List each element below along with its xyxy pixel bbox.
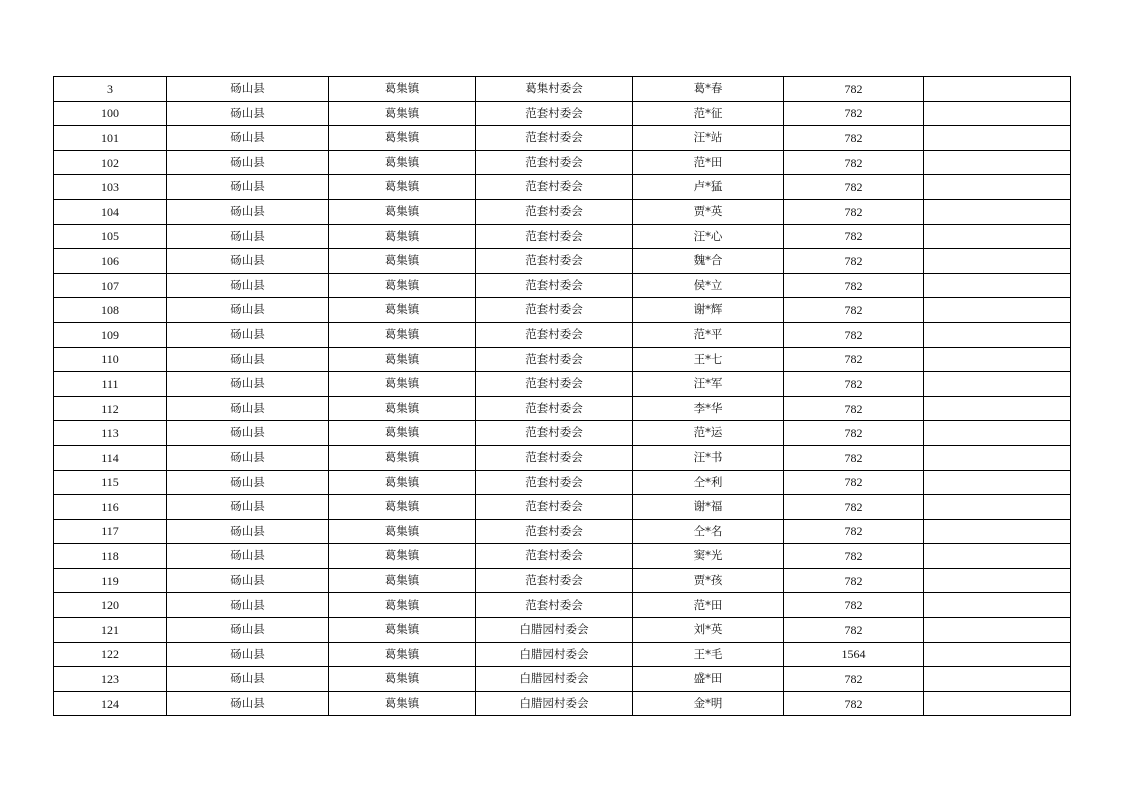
- county-cell: 砀山县: [167, 667, 329, 692]
- remark-cell: [924, 470, 1071, 495]
- serial-number-cell: 122: [54, 642, 167, 667]
- serial-number-cell: 115: [54, 470, 167, 495]
- amount-cell: 782: [784, 199, 924, 224]
- table-row: [54, 519, 1071, 544]
- table-row: [54, 175, 1071, 200]
- town-cell: 葛集镇: [329, 519, 476, 544]
- town-cell: 葛集镇: [329, 249, 476, 274]
- remark-cell: [924, 298, 1071, 323]
- county-cell: 砀山县: [167, 298, 329, 323]
- county-cell: 砀山县: [167, 642, 329, 667]
- name-cell: 谢*福: [633, 495, 784, 520]
- serial-number-cell: 117: [54, 519, 167, 544]
- serial-number-cell: 119: [54, 568, 167, 593]
- village-committee-cell: 范套村委会: [476, 495, 633, 520]
- amount-cell: 782: [784, 372, 924, 397]
- remark-cell: [924, 593, 1071, 618]
- town-cell: 葛集镇: [329, 298, 476, 323]
- table-row: [54, 642, 1071, 667]
- village-committee-cell: 范套村委会: [476, 470, 633, 495]
- remark-cell: [924, 372, 1071, 397]
- name-cell: 汪*心: [633, 224, 784, 249]
- name-cell: 卢*猛: [633, 175, 784, 200]
- serial-number-cell: 124: [54, 691, 167, 716]
- village-committee-cell: 白腊园村委会: [476, 642, 633, 667]
- amount-cell: 782: [784, 544, 924, 569]
- town-cell: 葛集镇: [329, 101, 476, 126]
- county-cell: 砀山县: [167, 691, 329, 716]
- town-cell: 葛集镇: [329, 642, 476, 667]
- serial-number-cell: 123: [54, 667, 167, 692]
- serial-number-cell: 105: [54, 224, 167, 249]
- county-cell: 砀山县: [167, 568, 329, 593]
- name-cell: 范*平: [633, 322, 784, 347]
- serial-number-cell: 120: [54, 593, 167, 618]
- name-cell: 王*毛: [633, 642, 784, 667]
- serial-number-cell: 109: [54, 322, 167, 347]
- town-cell: 葛集镇: [329, 470, 476, 495]
- remark-cell: [924, 519, 1071, 544]
- town-cell: 葛集镇: [329, 199, 476, 224]
- town-cell: 葛集镇: [329, 175, 476, 200]
- table-row: [54, 150, 1071, 175]
- remark-cell: [924, 642, 1071, 667]
- amount-cell: 782: [784, 568, 924, 593]
- village-committee-cell: 范套村委会: [476, 273, 633, 298]
- name-cell: 魏*合: [633, 249, 784, 274]
- county-cell: 砀山县: [167, 150, 329, 175]
- remark-cell: [924, 249, 1071, 274]
- amount-cell: 782: [784, 126, 924, 151]
- village-committee-cell: 范套村委会: [476, 150, 633, 175]
- village-committee-cell: 范套村委会: [476, 347, 633, 372]
- county-cell: 砀山县: [167, 347, 329, 372]
- remark-cell: [924, 322, 1071, 347]
- town-cell: 葛集镇: [329, 495, 476, 520]
- subsidy-list-table: [53, 76, 1071, 716]
- remark-cell: [924, 101, 1071, 126]
- remark-cell: [924, 199, 1071, 224]
- remark-cell: [924, 691, 1071, 716]
- county-cell: 砀山县: [167, 618, 329, 643]
- serial-number-cell: 111: [54, 372, 167, 397]
- village-committee-cell: 范套村委会: [476, 175, 633, 200]
- village-committee-cell: 范套村委会: [476, 101, 633, 126]
- county-cell: 砀山县: [167, 126, 329, 151]
- county-cell: 砀山县: [167, 593, 329, 618]
- table-row: [54, 322, 1071, 347]
- village-committee-cell: 白腊园村委会: [476, 618, 633, 643]
- table-row: [54, 199, 1071, 224]
- name-cell: 范*征: [633, 101, 784, 126]
- amount-cell: 782: [784, 175, 924, 200]
- name-cell: 汪*站: [633, 126, 784, 151]
- serial-number-cell: 3: [54, 77, 167, 102]
- county-cell: 砀山县: [167, 445, 329, 470]
- county-cell: 砀山县: [167, 372, 329, 397]
- table-row: [54, 445, 1071, 470]
- county-cell: 砀山县: [167, 224, 329, 249]
- table-row: [54, 77, 1071, 102]
- table-row: [54, 667, 1071, 692]
- remark-cell: [924, 544, 1071, 569]
- name-cell: 仝*利: [633, 470, 784, 495]
- table-row: [54, 372, 1071, 397]
- remark-cell: [924, 175, 1071, 200]
- serial-number-cell: 118: [54, 544, 167, 569]
- amount-cell: 782: [784, 150, 924, 175]
- name-cell: 汪*军: [633, 372, 784, 397]
- county-cell: 砀山县: [167, 249, 329, 274]
- remark-cell: [924, 126, 1071, 151]
- amount-cell: 782: [784, 101, 924, 126]
- table-row: [54, 126, 1071, 151]
- town-cell: 葛集镇: [329, 77, 476, 102]
- table-row: [54, 101, 1071, 126]
- amount-cell: 782: [784, 495, 924, 520]
- amount-cell: 782: [784, 77, 924, 102]
- serial-number-cell: 104: [54, 199, 167, 224]
- name-cell: 盛*田: [633, 667, 784, 692]
- amount-cell: 782: [784, 519, 924, 544]
- amount-cell: 782: [784, 618, 924, 643]
- county-cell: 砀山县: [167, 544, 329, 569]
- village-committee-cell: 范套村委会: [476, 199, 633, 224]
- amount-cell: 782: [784, 298, 924, 323]
- town-cell: 葛集镇: [329, 347, 476, 372]
- table-row: [54, 249, 1071, 274]
- name-cell: 金*明: [633, 691, 784, 716]
- table-row: [54, 495, 1071, 520]
- name-cell: 葛*春: [633, 77, 784, 102]
- table-row: [54, 298, 1071, 323]
- village-committee-cell: 范套村委会: [476, 544, 633, 569]
- county-cell: 砀山县: [167, 396, 329, 421]
- serial-number-cell: 121: [54, 618, 167, 643]
- serial-number-cell: 114: [54, 445, 167, 470]
- remark-cell: [924, 568, 1071, 593]
- name-cell: 贾*英: [633, 199, 784, 224]
- serial-number-cell: 116: [54, 495, 167, 520]
- amount-cell: 782: [784, 347, 924, 372]
- remark-cell: [924, 421, 1071, 446]
- name-cell: 范*田: [633, 593, 784, 618]
- table-row: [54, 396, 1071, 421]
- serial-number-cell: 100: [54, 101, 167, 126]
- amount-cell: 782: [784, 421, 924, 446]
- serial-number-cell: 108: [54, 298, 167, 323]
- serial-number-cell: 106: [54, 249, 167, 274]
- table-body: [54, 77, 1071, 716]
- town-cell: 葛集镇: [329, 593, 476, 618]
- village-committee-cell: 范套村委会: [476, 126, 633, 151]
- name-cell: 汪*书: [633, 445, 784, 470]
- table-row: [54, 691, 1071, 716]
- county-cell: 砀山县: [167, 77, 329, 102]
- name-cell: 范*运: [633, 421, 784, 446]
- town-cell: 葛集镇: [329, 150, 476, 175]
- remark-cell: [924, 77, 1071, 102]
- town-cell: 葛集镇: [329, 396, 476, 421]
- amount-cell: 782: [784, 249, 924, 274]
- table-row: [54, 347, 1071, 372]
- town-cell: 葛集镇: [329, 445, 476, 470]
- name-cell: 王*七: [633, 347, 784, 372]
- name-cell: 范*田: [633, 150, 784, 175]
- amount-cell: 782: [784, 593, 924, 618]
- table-row: [54, 568, 1071, 593]
- amount-cell: 782: [784, 470, 924, 495]
- town-cell: 葛集镇: [329, 544, 476, 569]
- name-cell: 窦*光: [633, 544, 784, 569]
- county-cell: 砀山县: [167, 421, 329, 446]
- county-cell: 砀山县: [167, 175, 329, 200]
- remark-cell: [924, 396, 1071, 421]
- town-cell: 葛集镇: [329, 691, 476, 716]
- amount-cell: 1564: [784, 642, 924, 667]
- table-row: [54, 470, 1071, 495]
- name-cell: 李*华: [633, 396, 784, 421]
- village-committee-cell: 范套村委会: [476, 224, 633, 249]
- remark-cell: [924, 618, 1071, 643]
- town-cell: 葛集镇: [329, 273, 476, 298]
- amount-cell: 782: [784, 224, 924, 249]
- name-cell: 仝*名: [633, 519, 784, 544]
- serial-number-cell: 107: [54, 273, 167, 298]
- name-cell: 谢*辉: [633, 298, 784, 323]
- village-committee-cell: 白腊园村委会: [476, 691, 633, 716]
- town-cell: 葛集镇: [329, 372, 476, 397]
- name-cell: 刘*英: [633, 618, 784, 643]
- town-cell: 葛集镇: [329, 224, 476, 249]
- name-cell: 贾*孩: [633, 568, 784, 593]
- village-committee-cell: 范套村委会: [476, 568, 633, 593]
- village-committee-cell: 范套村委会: [476, 396, 633, 421]
- name-cell: 侯*立: [633, 273, 784, 298]
- serial-number-cell: 112: [54, 396, 167, 421]
- village-committee-cell: 范套村委会: [476, 298, 633, 323]
- remark-cell: [924, 445, 1071, 470]
- serial-number-cell: 102: [54, 150, 167, 175]
- village-committee-cell: 范套村委会: [476, 322, 633, 347]
- village-committee-cell: 葛集村委会: [476, 77, 633, 102]
- village-committee-cell: 范套村委会: [476, 445, 633, 470]
- table-row: [54, 544, 1071, 569]
- county-cell: 砀山县: [167, 101, 329, 126]
- county-cell: 砀山县: [167, 322, 329, 347]
- serial-number-cell: 103: [54, 175, 167, 200]
- village-committee-cell: 白腊园村委会: [476, 667, 633, 692]
- county-cell: 砀山县: [167, 470, 329, 495]
- county-cell: 砀山县: [167, 199, 329, 224]
- village-committee-cell: 范套村委会: [476, 519, 633, 544]
- table-row: [54, 618, 1071, 643]
- table-row: [54, 421, 1071, 446]
- amount-cell: 782: [784, 273, 924, 298]
- amount-cell: 782: [784, 445, 924, 470]
- remark-cell: [924, 347, 1071, 372]
- table-row: [54, 224, 1071, 249]
- remark-cell: [924, 224, 1071, 249]
- village-committee-cell: 范套村委会: [476, 421, 633, 446]
- town-cell: 葛集镇: [329, 421, 476, 446]
- amount-cell: 782: [784, 322, 924, 347]
- town-cell: 葛集镇: [329, 618, 476, 643]
- village-committee-cell: 范套村委会: [476, 249, 633, 274]
- county-cell: 砀山县: [167, 495, 329, 520]
- remark-cell: [924, 495, 1071, 520]
- serial-number-cell: 101: [54, 126, 167, 151]
- town-cell: 葛集镇: [329, 667, 476, 692]
- town-cell: 葛集镇: [329, 126, 476, 151]
- amount-cell: 782: [784, 667, 924, 692]
- county-cell: 砀山县: [167, 273, 329, 298]
- county-cell: 砀山县: [167, 519, 329, 544]
- village-committee-cell: 范套村委会: [476, 593, 633, 618]
- town-cell: 葛集镇: [329, 322, 476, 347]
- remark-cell: [924, 150, 1071, 175]
- table-row: [54, 273, 1071, 298]
- amount-cell: 782: [784, 691, 924, 716]
- serial-number-cell: 110: [54, 347, 167, 372]
- remark-cell: [924, 667, 1071, 692]
- town-cell: 葛集镇: [329, 568, 476, 593]
- remark-cell: [924, 273, 1071, 298]
- table-row: [54, 593, 1071, 618]
- village-committee-cell: 范套村委会: [476, 372, 633, 397]
- amount-cell: 782: [784, 396, 924, 421]
- serial-number-cell: 113: [54, 421, 167, 446]
